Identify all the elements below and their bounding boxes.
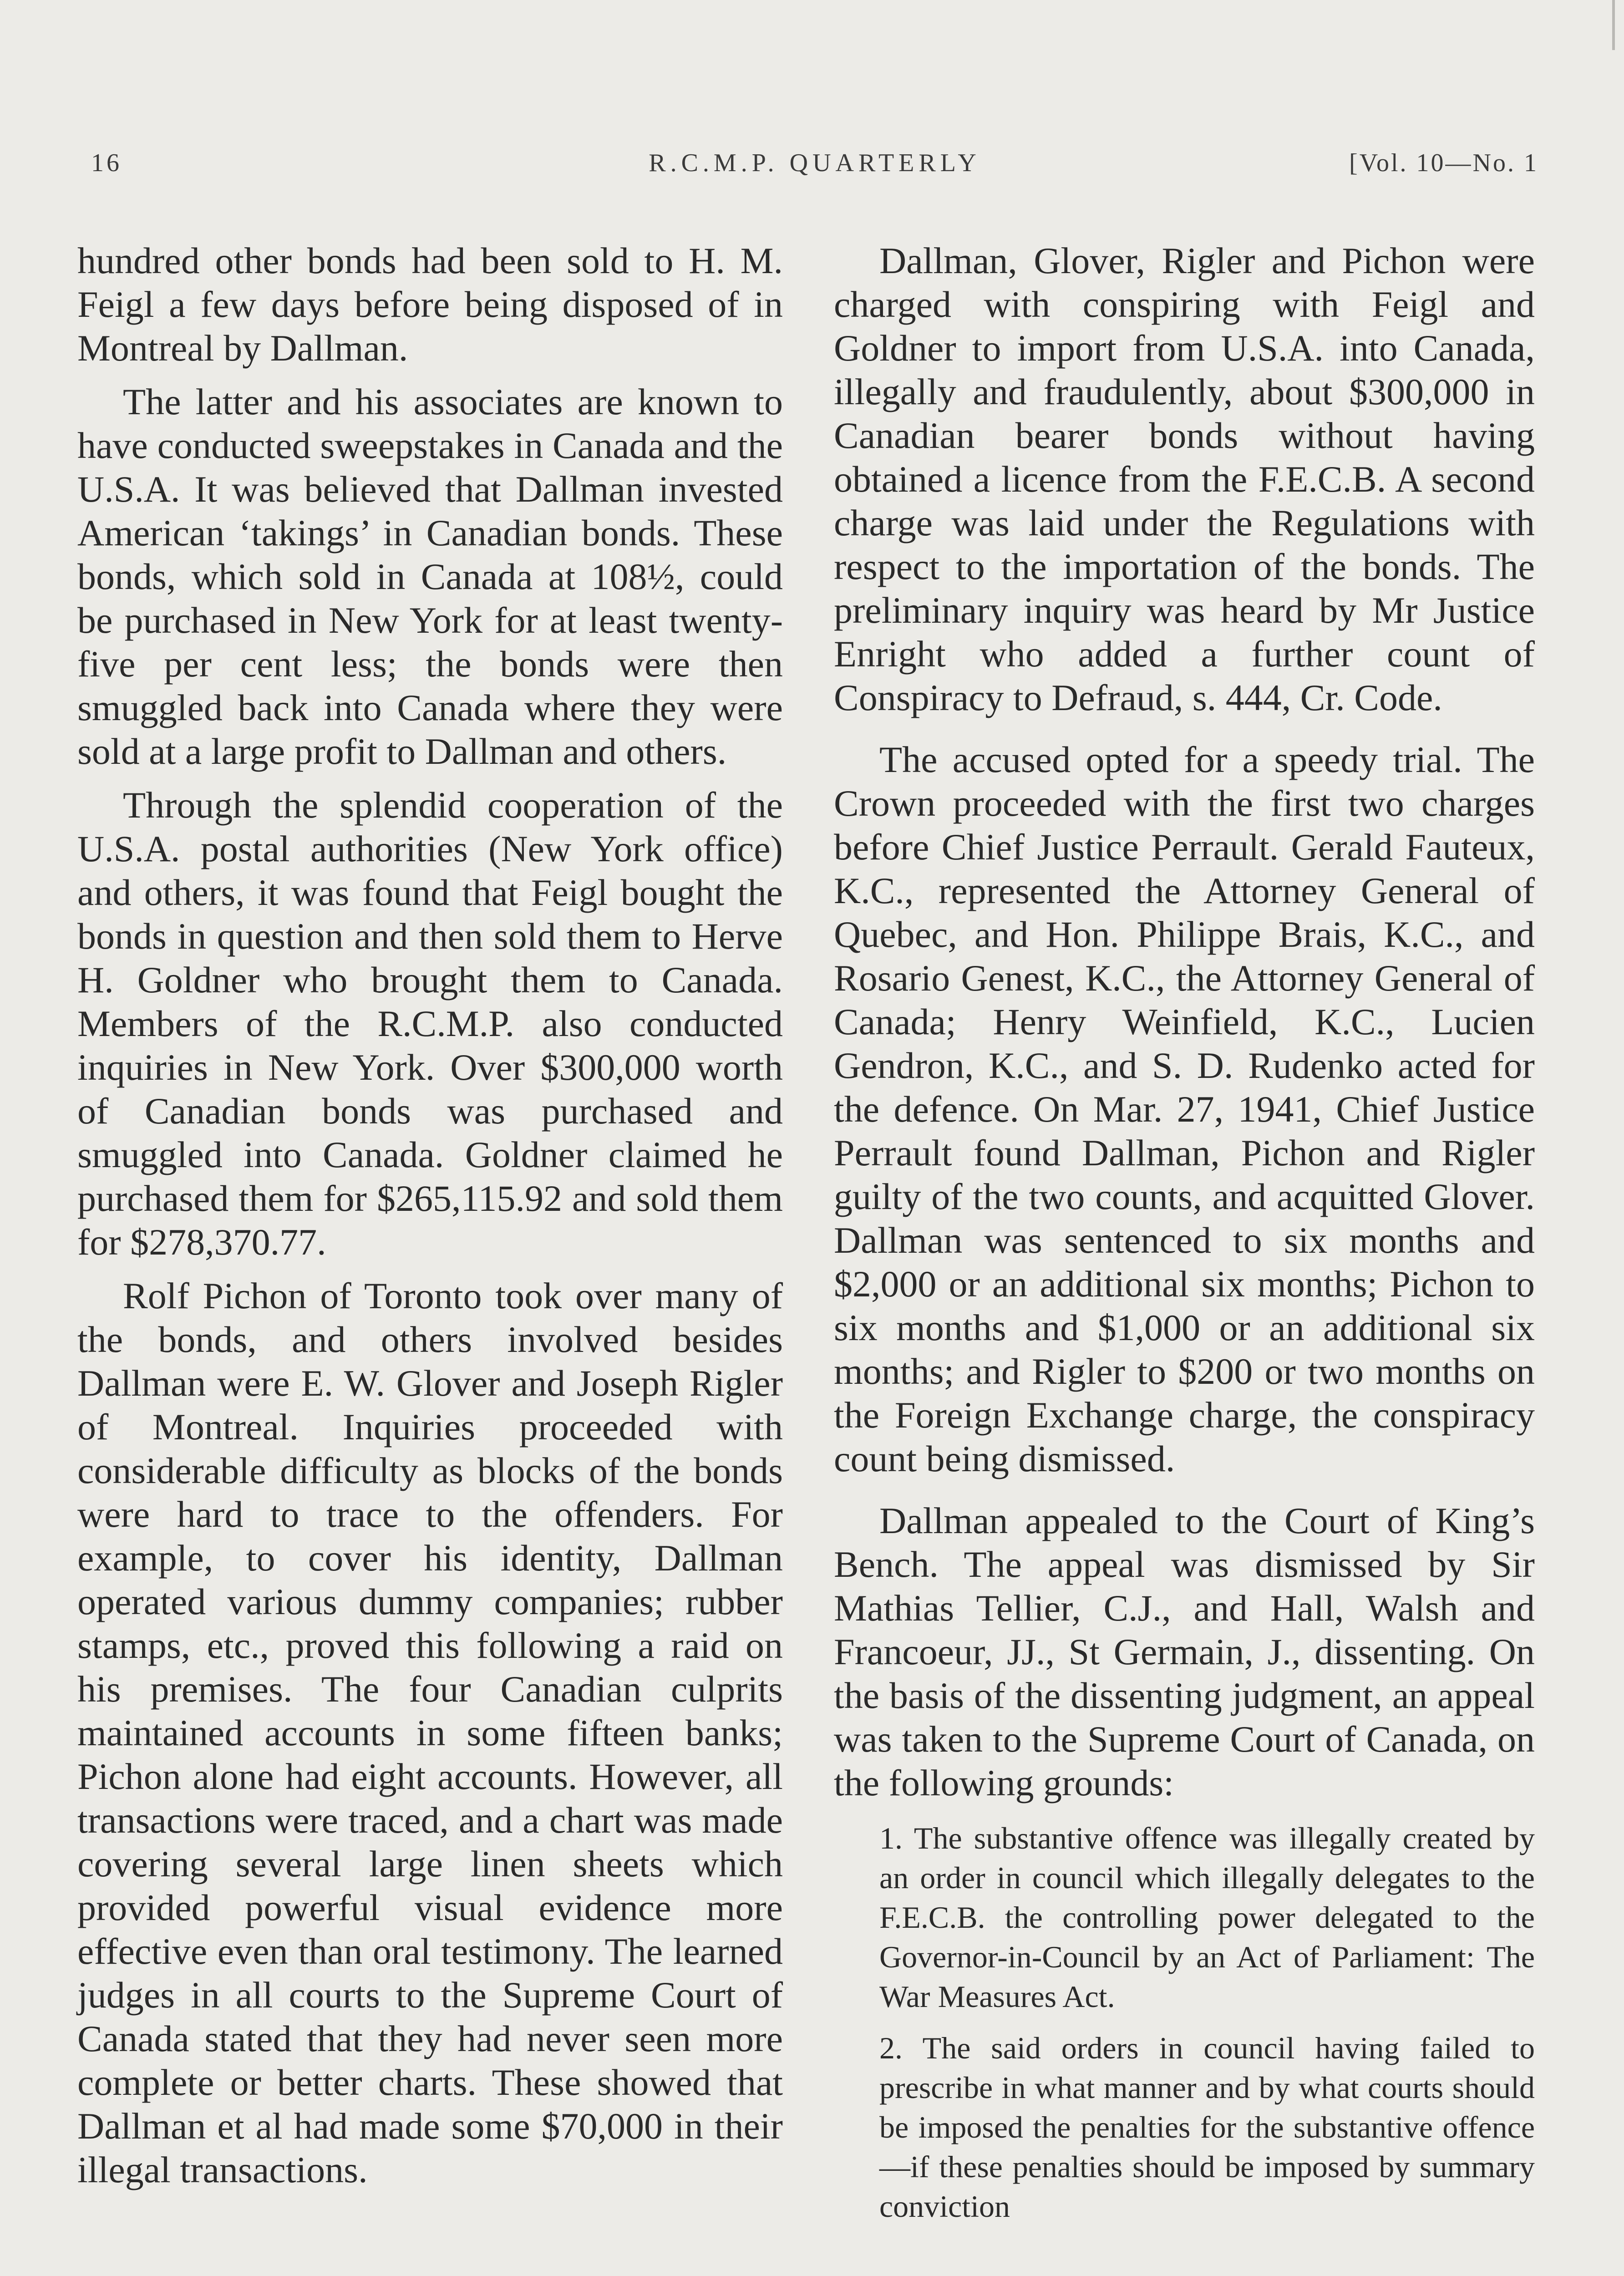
journal-title: R.C.M.P. QUARTERLY (649, 149, 981, 177)
left-column (77, 239, 783, 2202)
paragraph: The latter and his associates are known to have conducted sweepstakes in Canada and the U.S.A. It was believed that Dallman invested American ‘takings’ in Canadian bonds. These bonds, which sold in Canada at 108½, could be purchased in New York for at least twenty-five per cent less; the bonds were then smuggled back into Canada where they were sold at a large profit to Dallman and others. (77, 381, 783, 772)
paragraph: The accused opted for a speedy trial. The Crown proceeded with the first two charges before Chief Justice Perrault. Gerald Fauteux, K.C., represented the Attorney General of Quebec, and Hon. Philippe Brais, K.C., and Rosario Genest, K.C., the Attorney General of Canada; Henry Weinfield, K.C., Lucien Gendron, K.C., and S. D. Rudenko acted for the defence. On Mar. 27, 1941, Chief Justice Perrault found Dallman, Pichon and Rigler guilty of the two counts, and acquitted Glover. Dallman was sentenced to six months and $2,000 or an additional six months; Pichon to six months and $1,000 or an additional six months; and Rigler to $200 or two months on the Foreign Exchange charge, the conspiracy count being dismissed. (834, 739, 1535, 1479)
right-column (834, 239, 1535, 2238)
paragraph: Dallman appealed to the Court of King’s Bench. The appeal was dismissed by Sir Mathias Tellier, C.J., and Hall, Walsh and Francoeur, JJ., St Germain, J., dissenting. On the basis of the dissenting judgment, an appeal was taken to the Supreme Court of Canada, on the following grounds: (834, 1500, 1535, 1804)
running-header (91, 148, 1538, 185)
paragraph: Dallman, Glover, Rigler and Pichon were charged with conspiring with Feigl and Goldner to import from U.S.A. into Canada, illegally and fraudulently, about $300,000 in Canadian bearer bonds without having obtained a licence from the F.E.C.B. A second charge was laid under the Regulations with respect to the importation of the bonds. The preliminary inquiry was heard by Mr Justice Enright who added a further count of Conspiracy to Defraud, s. 444, Cr. Code. (834, 240, 1535, 718)
page-edge-mark (1612, 0, 1615, 50)
paragraph: Through the splendid cooperation of the U.S.A. postal authorities (New York office) and others, it was found that Feigl bought the bonds in question and then sold them to Herve H. Goldner who brought them to Canada. Members of the R.C.M.P. also conducted inquiries in New York. Over $300,000 worth of Canadian bonds was purchased and smuggled into Canada. Goldner claimed he purchased them for $265,115.92 and sold them for $278,370.77. (77, 784, 783, 1263)
paragraph: Rolf Pichon of Toronto took over many of the bonds, and others involved besides Dallman were E. W. Glover and Joseph Rigler of Montreal. Inquiries proceeded with considerable difficulty as blocks of the bonds were hard to trace to the offenders. For example, to cover his identity, Dallman operated various dummy companies; rubber stamps, etc., proved this following a raid on his premises. The four Canadian culprits maintained accounts in some fifteen banks; Pichon alone had eight accounts. However, all transactions were traced, and a chart was made covering several large linen sheets which provided powerful visual evidence more effective even than oral testimony. The learned judges in all courts to the Supreme Court of Canada stated that they had never seen more complete or better charts. These showed that Dallman et al had made some $70,000 in their illegal transactions. (77, 1275, 783, 2190)
paragraph: hundred other bonds had been sold to H. M. Feigl a few days before being disposed of in Montreal by Dallman. (77, 240, 783, 369)
grounds-list (834, 1819, 1535, 2226)
page-number: 16 (91, 149, 122, 177)
ground-item: 2. The said orders in council having failed to prescribe in what manner and by what courts should be imposed the penalties for the substantive offence—if these penalties should be imposed by summary conviction (879, 2031, 1535, 2224)
ground-item: 1. The substantive offence was illegally created by an order in council which illegally delegates to the F.E.C.B. the controlling power delegated to the Governor-in-Council by an Act of Parliament: The War Measures Act. (879, 1821, 1535, 2014)
volume-issue: [Vol. 10—No. 1 (1349, 149, 1538, 177)
